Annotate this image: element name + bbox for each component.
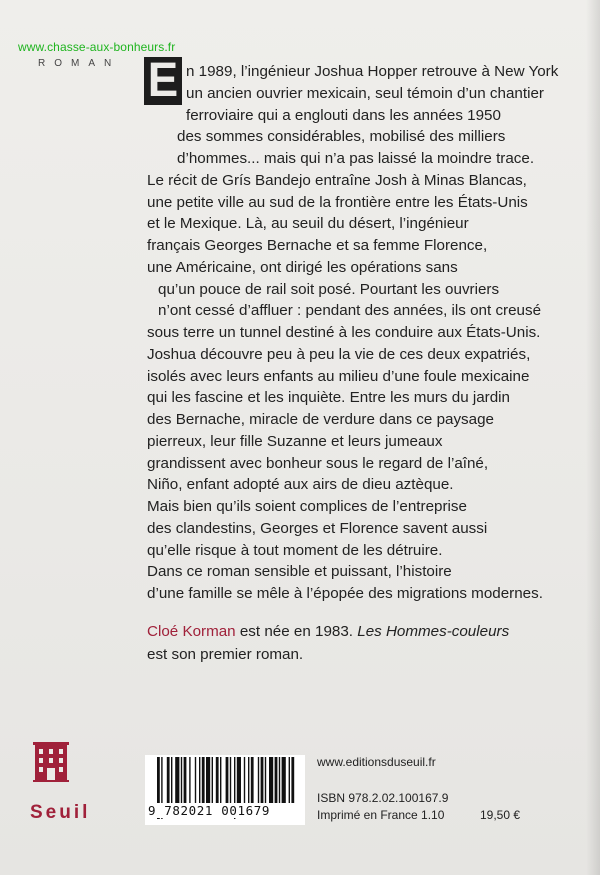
collection-label: ROMAN <box>38 58 121 69</box>
watermark-url[interactable]: www.chasse-aux-bonheurs.fr <box>18 40 176 54</box>
ean-digit-group: 9 <box>148 803 157 818</box>
summary-line: d’une famille se mêle à l’épopée des migrations modernes. <box>147 585 543 602</box>
ean-digit-group: 001679 <box>221 803 270 818</box>
barcode-bar <box>251 757 254 803</box>
barcode-bar <box>237 757 241 803</box>
summary-line: français Georges Bernache et sa femme Florence, <box>147 237 488 254</box>
summary-line: une Américaine, ont dirigé les opérations sans <box>147 259 458 276</box>
barcode-bar <box>202 757 205 803</box>
summary-line: grandissent avec bonheur sous le regard de l’aîné, <box>147 455 489 472</box>
summary-line: ferroviaire qui a englouti dans les années 1950 <box>186 107 501 124</box>
summary-line: d’hommes... mais qui n’a pas laissé la moindre trace. <box>177 150 535 167</box>
barcode-bar <box>226 757 229 803</box>
barcode-bar <box>220 757 221 803</box>
barcode-bar <box>279 757 280 803</box>
summary-line: pierreux, leur fille Suzanne et leurs jumeaux <box>147 433 443 450</box>
barcode-bar <box>248 757 249 803</box>
barcode-bar <box>275 757 278 803</box>
page-edge-shadow <box>586 0 600 875</box>
barcode-bar <box>181 757 182 803</box>
barcode-bar <box>212 757 213 803</box>
barcode-bar <box>291 757 294 803</box>
summary-line: des clandestins, Georges et Florence savent aussi <box>147 520 488 537</box>
summary-line: Mais bien qu’ils soient complices de l’entreprise <box>147 498 467 515</box>
ean-digit-group: 782021 <box>164 803 214 818</box>
barcode-bar <box>289 757 290 803</box>
barcode-bar <box>199 757 200 803</box>
author-bio-line: est son premier roman. <box>147 646 304 663</box>
barcode-bar <box>244 757 245 803</box>
author-bio <box>147 620 567 666</box>
summary-line: Le récit de Grís Bandejo entraîne Josh à Minas Blancas, <box>147 172 527 189</box>
barcode-bar <box>230 757 231 803</box>
publisher-website[interactable]: www.editionsduseuil.fr <box>317 755 436 769</box>
price: 19,50 € <box>480 808 521 822</box>
summary-line: des Bernache, miracle de verdure dans ce paysage <box>147 411 494 428</box>
summary-line: qui les fascine et les inquiète. Entre les murs du jardin <box>147 389 511 406</box>
seuil-building-logo <box>33 740 69 784</box>
summary-line: une petite ville au sud de la frontière entre les États-Unis <box>147 194 528 211</box>
barcode-bar <box>195 757 196 803</box>
barcode-bar <box>206 757 210 803</box>
barcode-bar <box>265 757 266 803</box>
summary-line: un ancien ouvrier mexicain, seul témoin d’un chantier <box>186 85 544 102</box>
summary-line: des sommes considérables, mobilisé des milliers <box>177 128 506 145</box>
printed-in: Imprimé en France 1.10 <box>317 808 445 822</box>
barcode-bar <box>282 757 286 803</box>
summary-line: n’ont cessé d’affluer : pendant des années, ils ont creusé <box>158 302 542 319</box>
summary-line: qu’elle risque à tout moment de les détruire. <box>147 542 443 559</box>
summary-line: et le Mexique. Là, au seuil du désert, l’ingénieur <box>147 215 469 232</box>
summary-line: Joshua découvre peu à peu la vie de ces deux expatriés, <box>147 346 531 363</box>
summary-line: n 1989, l’ingénieur Joshua Hopper retrouve à New York <box>186 63 559 80</box>
summary-line: Niño, enfant adopté aux airs de dieu aztèque. <box>147 476 454 493</box>
summary-line: qu’un pouce de rail soit posé. Pourtant les ouvriers <box>158 281 500 298</box>
barcode-bar <box>171 757 172 803</box>
barcode-bar <box>175 757 179 803</box>
author-name: Cloé Korman <box>147 623 236 640</box>
ean-number <box>147 803 271 818</box>
summary-line: isolés avec leurs enfants au milieu d’une foule mexicaine <box>147 368 530 385</box>
drop-cap: E <box>144 57 182 105</box>
publisher-name: Seuil <box>30 802 91 823</box>
barcode-bar <box>258 757 259 803</box>
summary-line: Dans ce roman sensible et puissant, l’histoire <box>147 563 452 580</box>
isbn: ISBN 978.2.02.100167.9 <box>317 791 449 805</box>
author-birth: est née en 1983. <box>235 623 358 640</box>
barcode-bar <box>269 757 273 803</box>
barcode-bar <box>189 757 190 803</box>
book-title: Les Hommes-couleurs <box>357 623 510 640</box>
summary-line: sous terre un tunnel destiné à les conduire aux États-Unis. <box>147 324 541 341</box>
author-bio-line <box>147 620 567 643</box>
barcode-bar <box>216 757 219 803</box>
barcode-bar <box>167 757 170 803</box>
barcode-bar <box>184 757 187 803</box>
barcode-bar <box>261 757 264 803</box>
